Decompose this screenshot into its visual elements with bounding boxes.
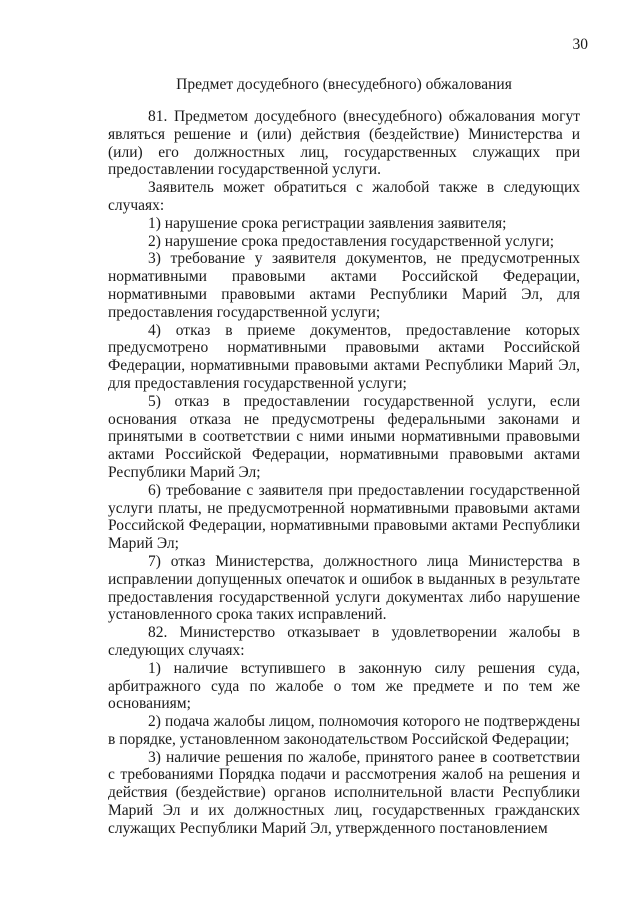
list-item-82-3: 3) наличие решения по жалобе, принятого ранее в соответствии с требованиями Порядка подачи и рассмотрения жалоб на решения и действия (бездействие) органов исполнительной власти Республики Марий Эл и их должностных лиц, государственных гражданских служащих Республики Марий Эл, утвержденного постановлением bbox=[108, 748, 580, 837]
document-body bbox=[108, 108, 580, 838]
list-item-81-5: 5) отказ в предоставлении государственной услуги, если основания отказа не предусмотрены федеральными законами и принятыми в соответствии с ними иными нормативными правовыми актами Российской Федерации, нормативными правовыми актами Республики Марий Эл; bbox=[108, 392, 580, 481]
list-item-81-4: 4) отказ в приеме документов, предоставление которых предусмотрено нормативными правовыми актами Российской Федерации, нормативными правовыми актами Республики Марий Эл, для предоставления государственной услуги; bbox=[108, 321, 580, 392]
page-number: 30 bbox=[572, 36, 588, 53]
paragraph-81: 81. Предметом досудебного (внесудебного) обжалования могут являться решение и (или) действия (бездействие) Министерства и (или) его должностных лиц, государственных служащих при предоставлении государственной услуги. bbox=[108, 108, 580, 179]
paragraph-complaint-cases-intro: Заявитель может обратиться с жалобой также в следующих случаях: bbox=[108, 179, 580, 214]
list-item-82-2: 2) подача жалобы лицом, полномочия которого не подтверждены в порядке, установленном законодательством Российской Федерации; bbox=[108, 713, 580, 748]
list-item-81-2: 2) нарушение срока предоставления государственной услуги; bbox=[148, 232, 555, 250]
list-item-81-1: 1) нарушение срока регистрации заявления заявителя; bbox=[148, 214, 507, 232]
list-item-81-3: 3) требование у заявителя документов, не предусмотренных нормативными правовыми актами Российской Федерации, нормативными правовыми актами Республики Марий Эл, для предоставления государственной услуги; bbox=[108, 250, 580, 321]
list-item-82-1: 1) наличие вступившего в законную силу решения суда, арбитражного суда по жалобе о том же предмете и по тем же основаниям; bbox=[108, 659, 580, 713]
paragraph-82: 82. Министерство отказывает в удовлетворении жалобы в следующих случаях: bbox=[108, 624, 580, 659]
list-item-81-7: 7) отказ Министерства, должностного лица Министерства в исправлении допущенных опечаток и ошибок в выданных в результате предоставления государственной услуги документах либо нарушение установленного срока таких исправлений. bbox=[108, 552, 580, 624]
section-heading: Предмет досудебного (внесудебного) обжалования bbox=[176, 76, 512, 93]
list-item-81-6: 6) требование с заявителя при предоставлении государственной услуги платы, не предусмотренной нормативными правовыми актами Российской Федерации, нормативными правовыми актами Республики Марий Эл; bbox=[108, 481, 580, 553]
